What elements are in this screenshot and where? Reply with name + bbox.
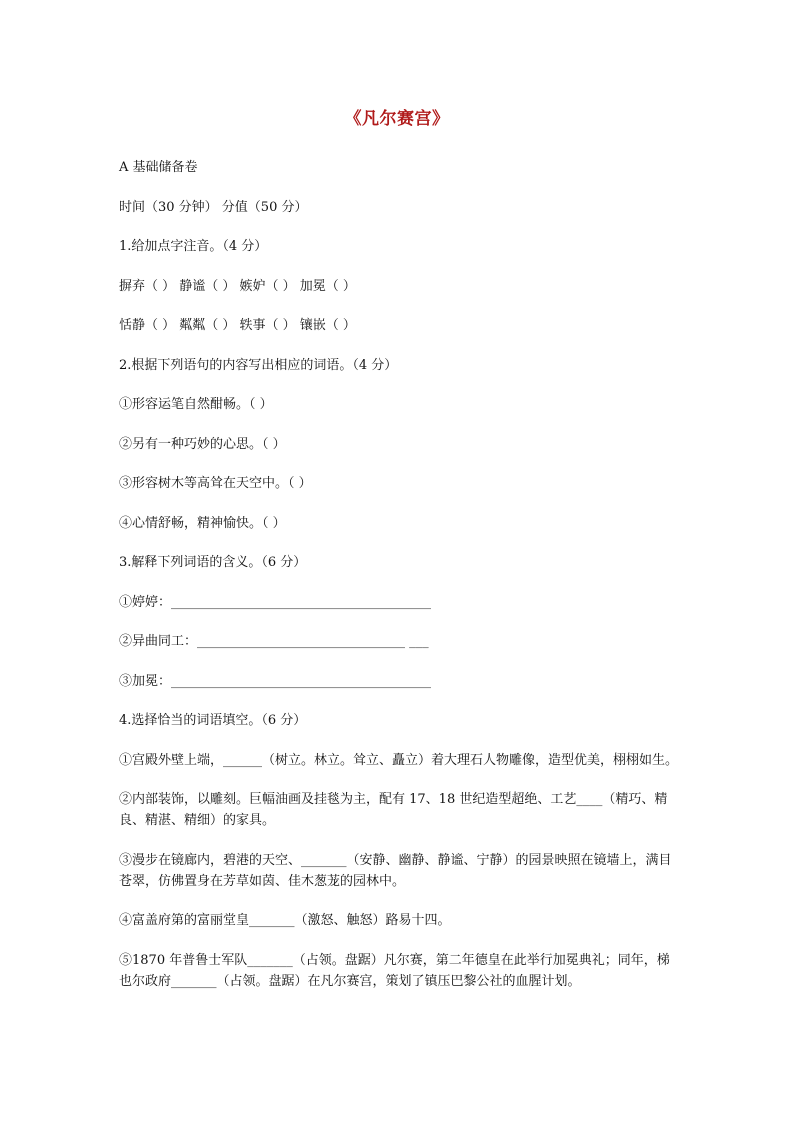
question-4-item-3: ③漫步在镜廊内，碧港的天空、_______（安静、幽静、静谧、宁静）的园景映照在镜墙上，满目苍翠，仿佛置身在芳草如茵、佳木葱茏的园林中。 [119, 852, 672, 889]
question-1-heading: 1.给加点字注音。（4 分） [119, 239, 268, 254]
question-2-item-2: ②另有一种巧妙的心思。（ ） [119, 436, 286, 452]
document-title: 《凡尔赛宫》 [344, 109, 450, 129]
question-3-item-3: ③加冕：________________________________________ [119, 673, 432, 689]
question-1-line-1: 摒弃（ ） 静谧（ ） 嫉妒（ ） 加冕（ ） [119, 278, 356, 294]
question-3-heading: 3.解释下列词语的含义。（6 分） [119, 555, 307, 570]
question-4-item-1: ①宫殿外壁上端，______（树立。林立。耸立、矗立）着大理石人物雕像，造型优美，栩栩如生。 [119, 752, 679, 768]
question-2-item-3: ③形容树木等高耸在天空中。（ ） [119, 476, 312, 491]
question-4-item-2: ②内部装饰，以雕刻。巨幅油画及挂毯为主，配有 17、18 世纪造型超绝、工艺____（精巧、精良、精湛、精细）的家具。 [119, 792, 668, 828]
question-2-item-4: ④心情舒畅，精神愉快。（ ） [119, 515, 286, 531]
document-body [119, 157, 679, 1010]
question-4-item-4: ④富盖府第的富丽堂皇_______（激怒、触怒）路易十四。 [119, 913, 451, 928]
question-4-heading: 4.选择恰当的词语填空。（6 分） [119, 713, 307, 728]
question-2-item-1: ①形容运笔自然酣畅。（ ） [119, 397, 273, 412]
question-4-item-5: ⑤1870 年普鲁士军队_______（占领。盘踞）凡尔赛，第二年德皇在此举行加冕典礼；同年，梯也尔政府_______（占领。盘踞）在凡尔赛宫，策划了镇压巴黎公社的血腥计划。 [119, 952, 670, 989]
time-score-info: 时间（30 分钟） 分值（50 分） [119, 199, 308, 215]
question-1-line-2: 恬静（ ） 粼粼（ ） 轶事（ ） 镶嵌（ ） [119, 318, 356, 333]
section-label: A 基础储备卷 [119, 160, 198, 175]
question-3-item-2: ②异曲同工：________________________________ ___ [119, 634, 429, 649]
question-2-heading: 2.根据下列语句的内容写出相应的词语。（4 分） [119, 357, 398, 373]
question-3-item-1: ①婷婷：________________________________________ [119, 594, 432, 610]
